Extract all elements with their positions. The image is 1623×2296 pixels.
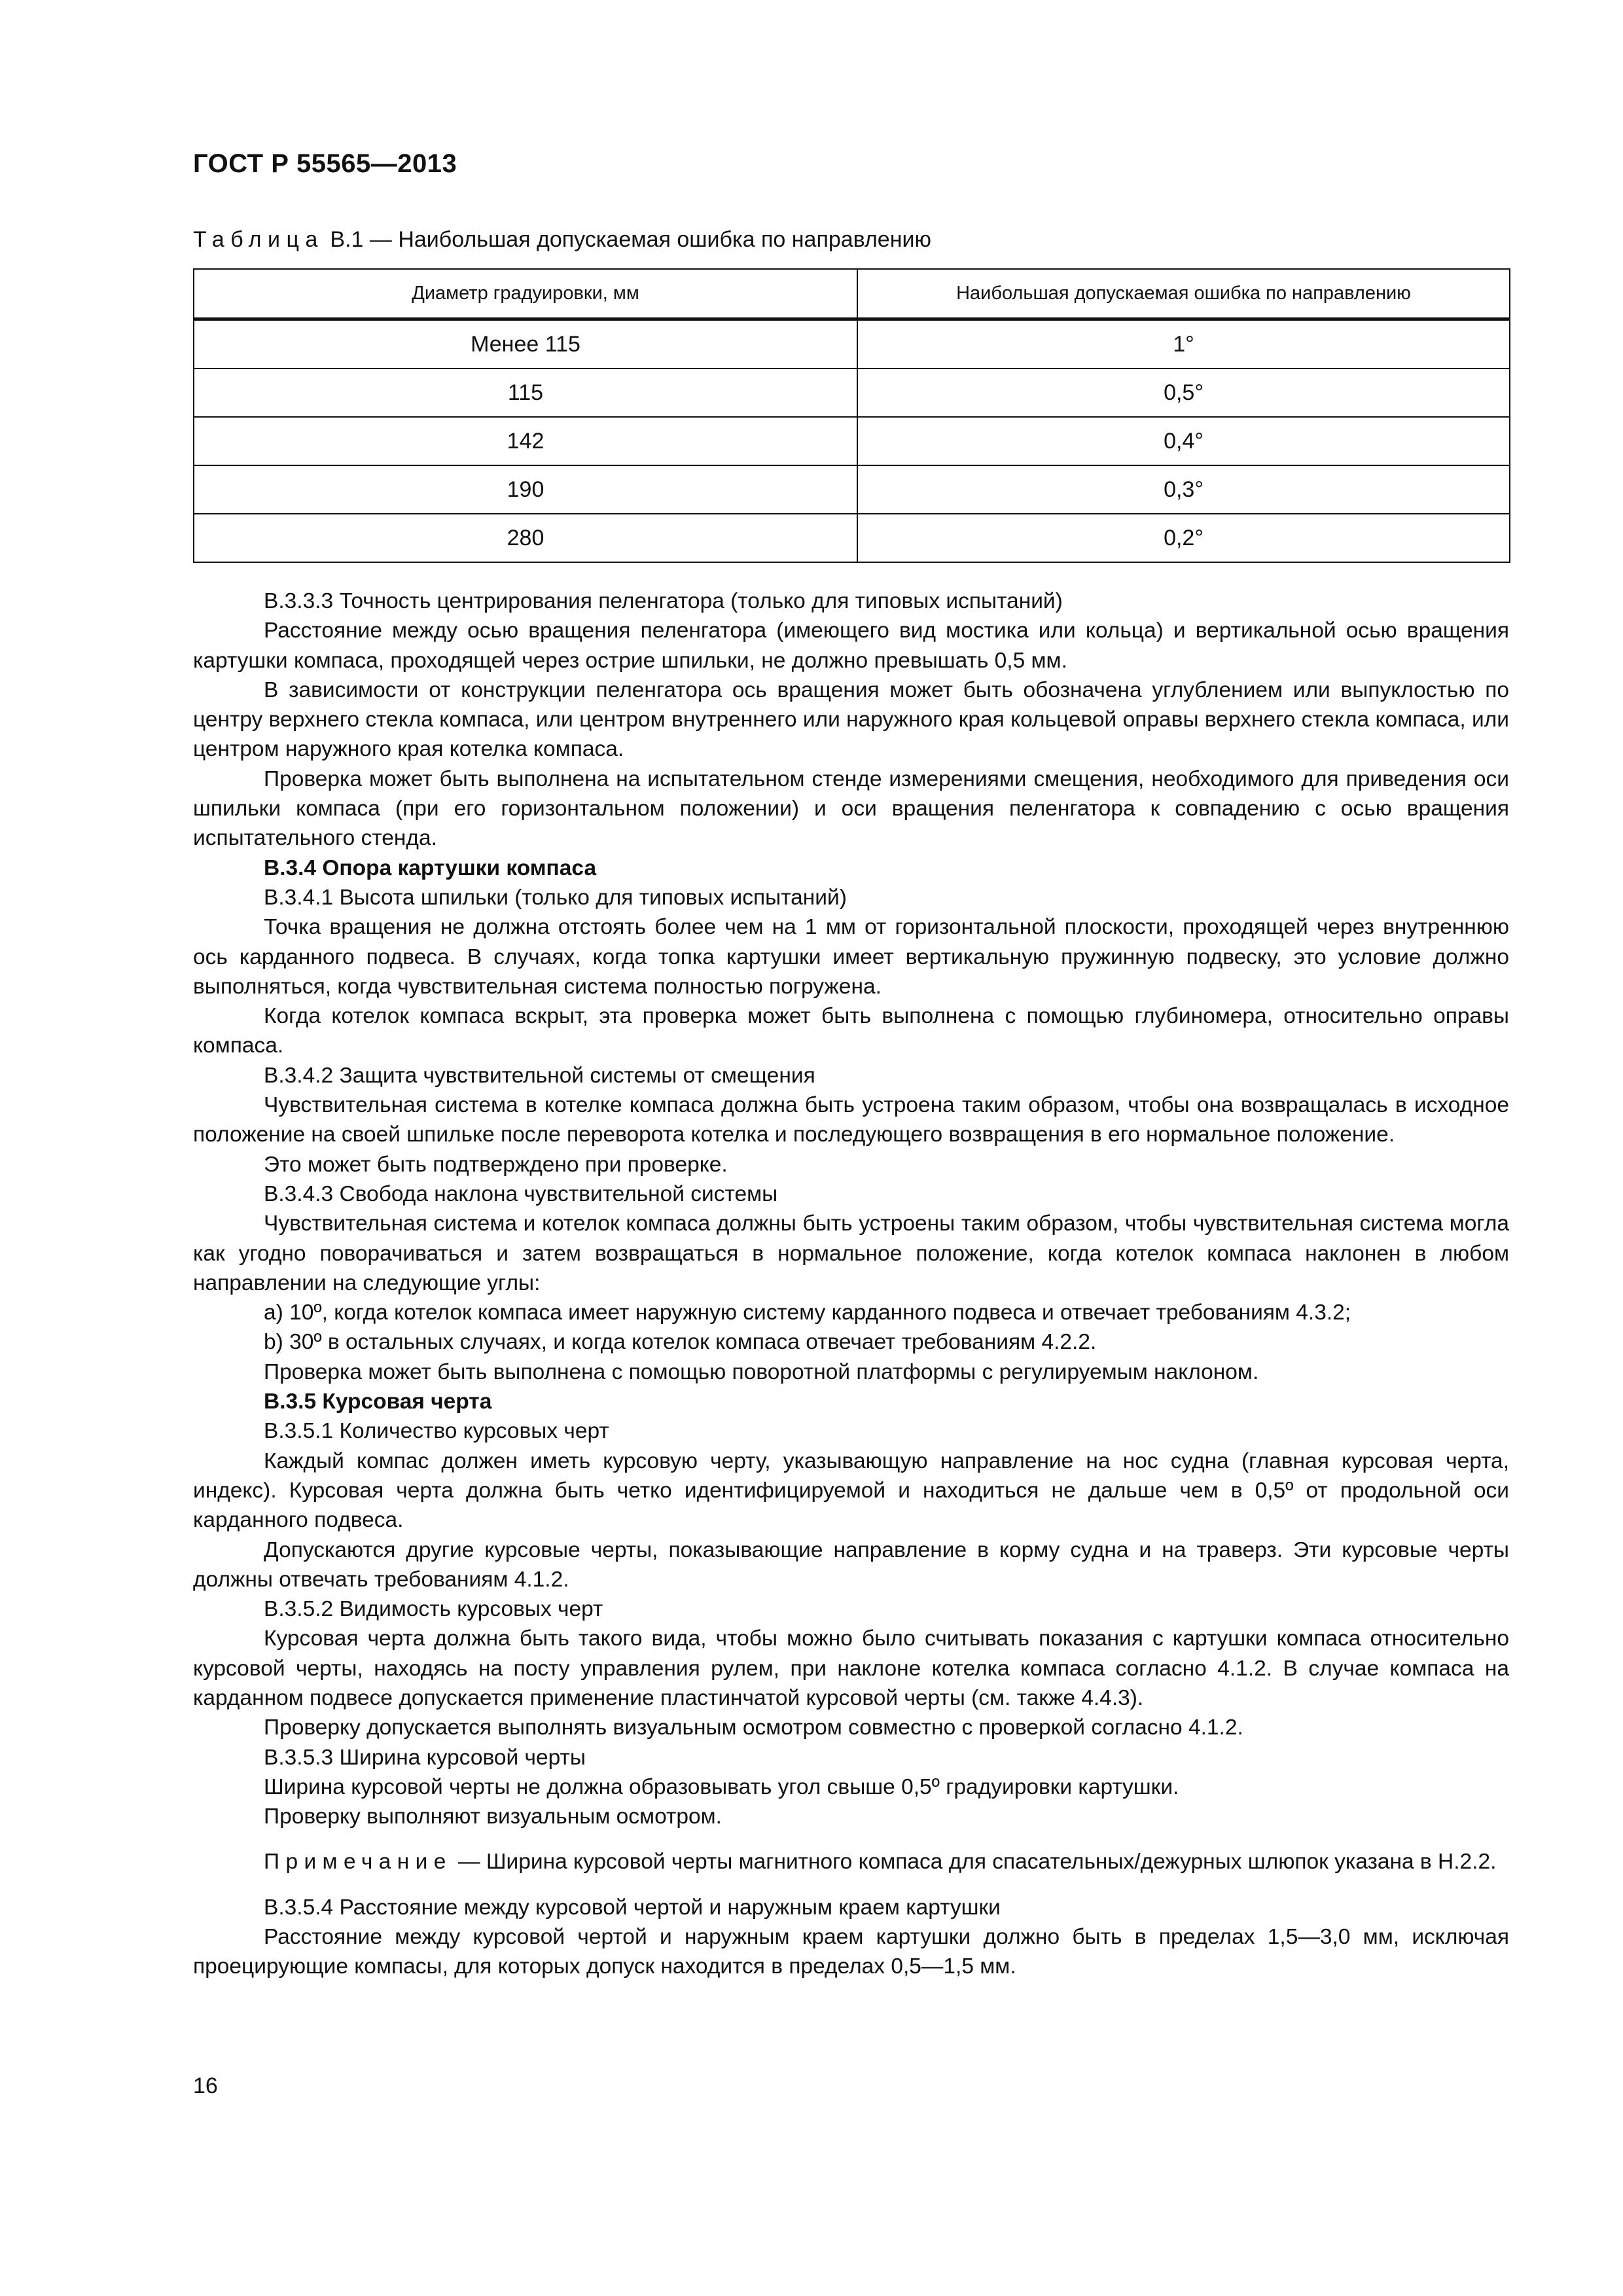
paragraph: Расстояние между осью вращения пеленгатора (имеющего вид мостика или кольца) и вертикальной осью вращения картушки компаса, проходящей через острие шпильки, не должно превышать 0,5 мм.	[193, 619, 1509, 673]
page-number: 16	[193, 2073, 218, 2098]
table-cell: 190	[194, 465, 857, 514]
paragraph: Каждый компас должен иметь курсовую черту, указывающую направление на нос судна (главная курсовая черта, индекс). Курсовая черта должна быть четко идентифицируемой и находиться не дальше чем в 0,5º от продольной оси карданного подвеса.	[193, 1448, 1509, 1533]
table-row	[194, 465, 1510, 514]
note-text: — Ширина курсовой черты магнитного компаса для спасательных/дежурных шлюпок указана в Н.2.2.	[452, 1850, 1497, 1874]
table-header-row	[194, 269, 1510, 319]
table-row	[194, 368, 1510, 417]
paragraph: Точка вращения не должна отстоять более чем на 1 мм от горизонтальной плоскости, проходящей через внутреннюю ось карданного подвеса. В случаях, когда топка картушки имеет вертикальную пружинную подвеску, это условие должно выполняться, когда чувствительная система полностью погружена.	[193, 915, 1509, 999]
list-item: a) 10º, когда котелок компаса имеет наружную систему карданного подвеса и отвечает требованиям 4.3.2;	[264, 1300, 1351, 1325]
table-cell: 0,5°	[857, 368, 1510, 417]
paragraph: Проверку допускается выполнять визуальным осмотром совместно с проверкой согласно 4.1.2.	[264, 1715, 1243, 1740]
table-caption-text: В.1 — Наибольшая допускаемая ошибка по направлению	[323, 227, 931, 252]
subsection-heading: В.3.4.2 Защита чувствительной системы от смещения	[264, 1063, 815, 1088]
table-row	[194, 514, 1510, 562]
paragraph: В зависимости от конструкции пеленгатора ось вращения может быть обозначена углублением или выпуклостью по центру верхнего стекла компаса, или центром внутреннего или наружного края кольцевой оправы верхнего стекла компаса, или центром наружного края котелка компаса.	[193, 677, 1509, 762]
table-cell: 280	[194, 514, 857, 562]
paragraph: Чувствительная система и котелок компаса должны быть устроены таким образом, чтобы чувствительная система могла как угодно поворачиваться и затем возвращаться в нормальное положение, когда котелок компаса наклонен в любом направлении на следующие углы:	[193, 1211, 1509, 1295]
paragraph: Когда котелок компаса вскрыт, эта проверка может быть выполнена с помощью глубиномера, относительно оправы компаса.	[193, 1004, 1509, 1058]
subsection-heading: В.3.5.2 Видимость курсовых черт	[264, 1597, 603, 1622]
column-header: Диаметр градуировки, мм	[194, 269, 857, 319]
note-label: Примечание	[264, 1850, 452, 1874]
section-heading: В.3.4 Опора картушки компаса	[264, 855, 597, 880]
document-body	[193, 586, 1509, 1982]
paragraph: Проверка может быть выполнена с помощью поворотной платформы с регулируемым наклоном.	[264, 1359, 1259, 1384]
error-table	[193, 268, 1510, 563]
paragraph: Чувствительная система в котелке компаса должна быть устроена таким образом, чтобы она возвращалась в исходное положение на своей шпильке после переворота котелка и последующего возвращения в его нормальное положение.	[193, 1093, 1509, 1147]
table-cell: Менее 115	[194, 319, 857, 369]
table-cell: 1°	[857, 319, 1510, 369]
list-item: b) 30º в остальных случаях, и когда котелок компаса отвечает требованиям 4.2.2.	[264, 1330, 1097, 1355]
table-cell: 0,2°	[857, 514, 1510, 562]
subsection-heading: В.3.4.3 Свобода наклона чувствительной системы	[264, 1181, 778, 1206]
subsection-heading: В.3.5.3 Ширина курсовой черты	[264, 1745, 586, 1770]
table-caption	[193, 227, 931, 253]
section-heading: В.3.5 Курсовая черта	[264, 1390, 492, 1414]
paragraph: Это может быть подтверждено при проверке.	[264, 1152, 728, 1177]
table-row	[194, 417, 1510, 465]
subsection-heading: В.3.3.3 Точность центрирования пеленгатора (только для типовых испытаний)	[264, 589, 1063, 613]
paragraph: Проверка может быть выполнена на испытательном стенде измерениями смещения, необходимого для приведения оси шпильки компаса (при его горизонтальном положении) и оси вращения пеленгатора к совпадению с осью вращения испытательного стенда.	[193, 766, 1509, 851]
paragraph: Расстояние между курсовой чертой и наружным краем картушки должно быть в пределах 1,5—3,0 мм, исключая проецирующие компасы, для которых допуск находится в пределах 0,5—1,5 мм.	[193, 1925, 1509, 1979]
subsection-heading: В.3.5.1 Количество курсовых черт	[264, 1419, 609, 1444]
subsection-heading: В.3.4.1 Высота шпильки (только для типовых испытаний)	[264, 885, 847, 910]
paragraph: Допускаются другие курсовые черты, показывающие направление в корму судна и на траверз. Эти курсовые черты должны отвечать требованиям 4.1.2.	[193, 1537, 1509, 1592]
table-cell: 0,4°	[857, 417, 1510, 465]
table-cell: 142	[194, 417, 857, 465]
table-row	[194, 319, 1510, 369]
paragraph: Курсовая черта должна быть такого вида, чтобы можно было считывать показания с картушки компаса относительно курсовой черты, находясь на посту управления рулем, при наклоне котелка компаса согласно 4.1.2. В случае компаса на карданном подвесе допускается применение пластинчатой курсовой черты (см. также 4.4.3).	[193, 1626, 1509, 1710]
paragraph: Проверку выполняют визуальным осмотром.	[264, 1804, 722, 1829]
subsection-heading: В.3.5.4 Расстояние между курсовой чертой и наружным краем картушки	[264, 1895, 1001, 1920]
table-cell: 0,3°	[857, 465, 1510, 514]
table-cell: 115	[194, 368, 857, 417]
note	[193, 1847, 1509, 1876]
column-header: Наибольшая допускаемая ошибка по направлению	[857, 269, 1510, 319]
document-header: ГОСТ Р 55565—2013	[193, 149, 457, 178]
paragraph: Ширина курсовой черты не должна образовывать угол свыше 0,5º градуировки картушки.	[264, 1774, 1179, 1799]
table-caption-label: Таблица	[193, 227, 324, 252]
